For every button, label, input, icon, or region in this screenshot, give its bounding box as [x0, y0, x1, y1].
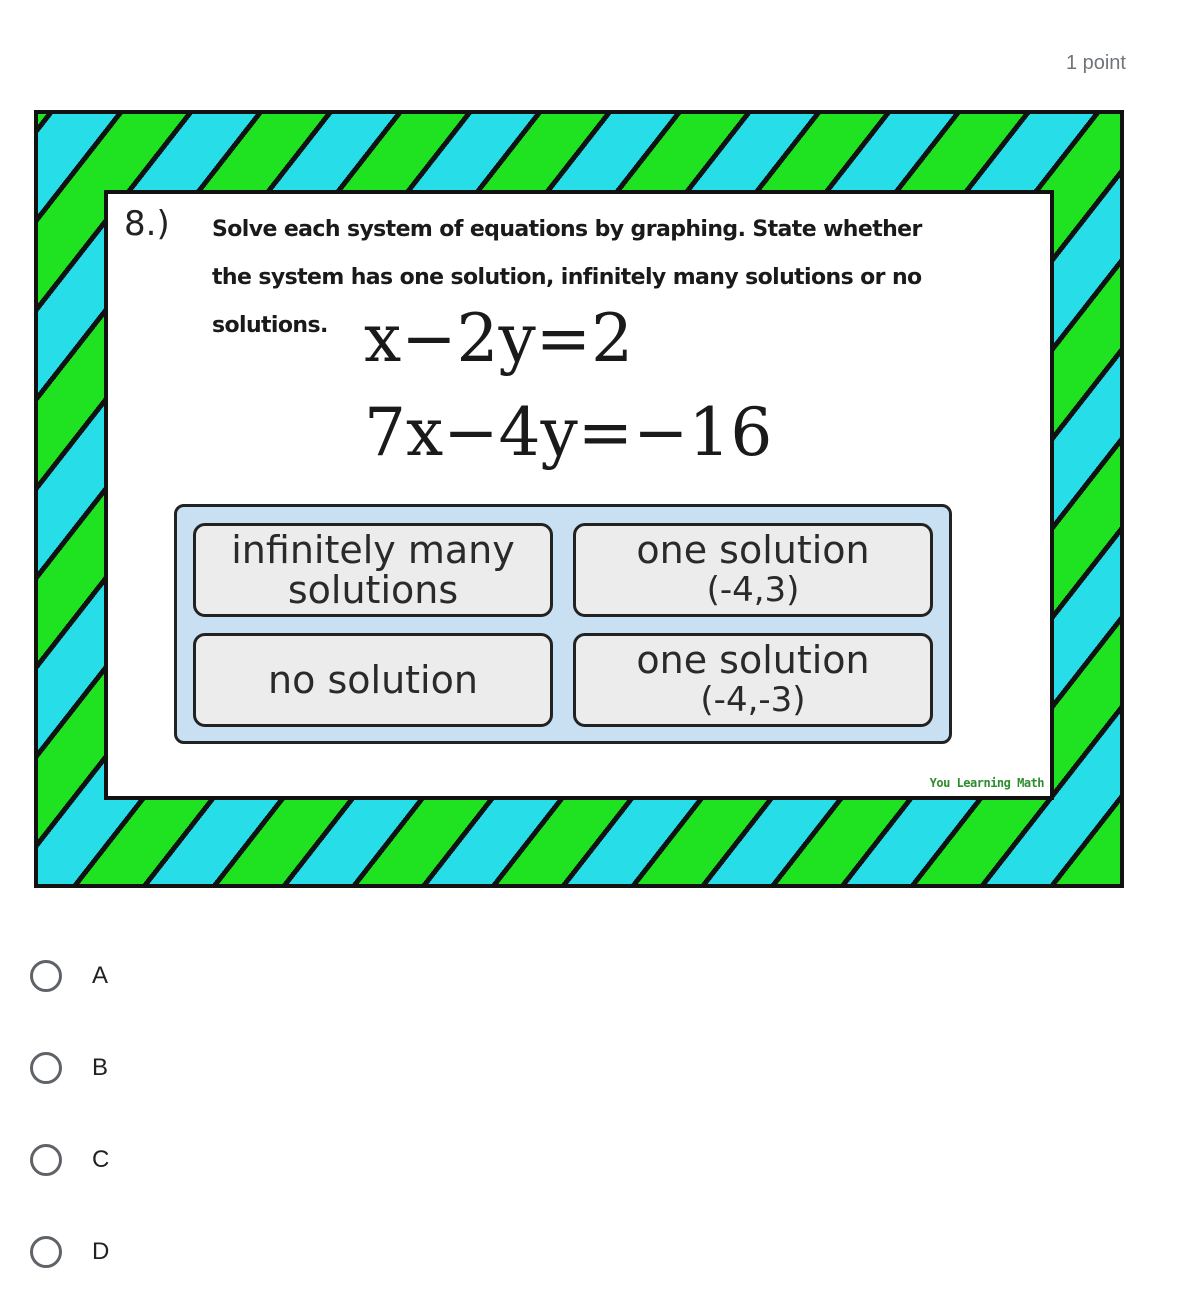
choice-2-line1: one solution	[636, 528, 870, 572]
radio-b[interactable]	[30, 1052, 62, 1084]
equation-1: x−2y=2	[364, 300, 634, 377]
option-b-label[interactable]: B	[92, 1054, 109, 1081]
credit-watermark: You Learning Math	[929, 776, 1044, 790]
answer-choices-panel	[174, 504, 952, 744]
radio-d[interactable]	[30, 1236, 62, 1268]
answer-options	[30, 930, 109, 1298]
option-a-label[interactable]: A	[92, 962, 109, 989]
instruction-line-1: Solve each system of equations by graphing. State whether	[212, 217, 922, 242]
instruction-line-2: the system has one solution, infinitely many solutions or no solutions.	[212, 265, 922, 338]
question-card	[104, 190, 1054, 800]
equation-2: 7x−4y=−16	[364, 394, 773, 471]
option-c[interactable]	[30, 1114, 109, 1206]
choice-box-4	[573, 633, 933, 727]
option-d[interactable]	[30, 1206, 109, 1298]
points-label: 1 point	[1065, 52, 1126, 74]
question-image	[34, 110, 1124, 888]
radio-a[interactable]	[30, 960, 62, 992]
choice-4-line1: one solution	[636, 638, 870, 682]
choice-1-line2: solutions	[287, 568, 459, 612]
option-a[interactable]	[30, 930, 109, 1022]
choice-box-3	[193, 633, 553, 727]
option-c-label[interactable]: C	[92, 1146, 110, 1173]
option-d-label[interactable]: D	[92, 1238, 110, 1265]
choice-box-1	[193, 523, 553, 617]
choice-3-line1: no solution	[268, 658, 478, 702]
radio-c[interactable]	[30, 1144, 62, 1176]
choice-4-line2: (-4,-3)	[700, 680, 806, 720]
choice-box-2	[573, 523, 933, 617]
option-b[interactable]	[30, 1022, 109, 1114]
question-number: 8.)	[124, 204, 170, 244]
choice-1-line1: infinitely many	[231, 528, 515, 572]
choice-2-line2: (-4,3)	[706, 570, 800, 610]
